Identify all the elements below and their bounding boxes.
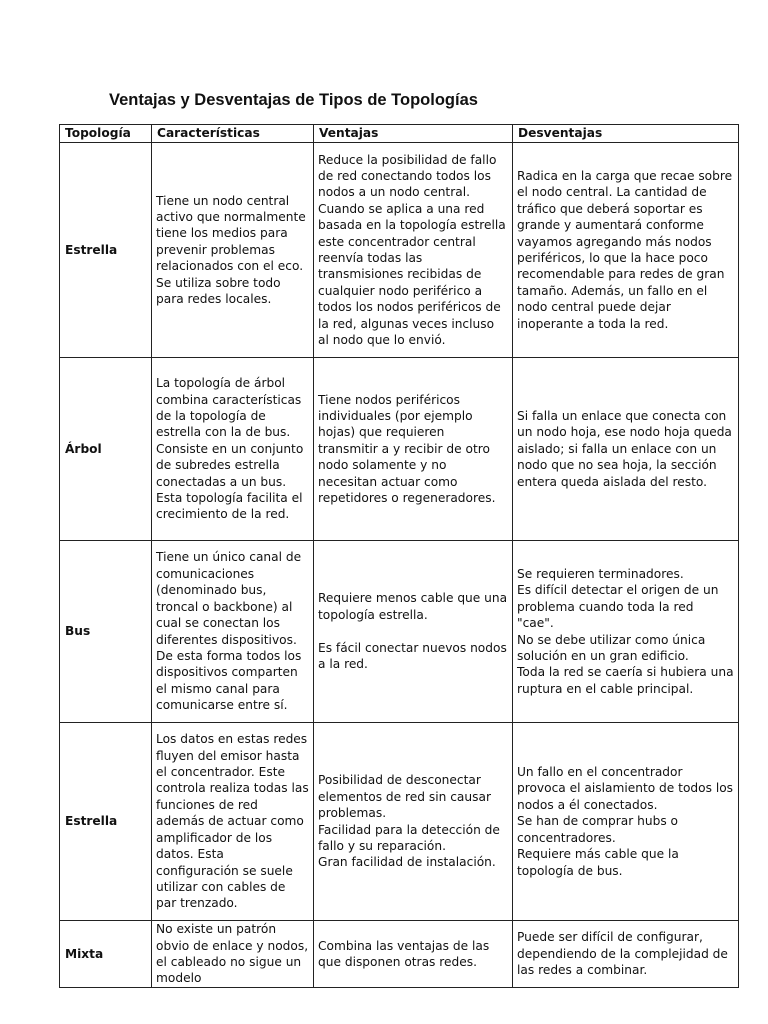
- topology-name: Bus: [60, 541, 152, 723]
- table-row: [60, 921, 739, 988]
- topology-name: Estrella: [60, 723, 152, 921]
- topology-name: Árbol: [60, 358, 152, 541]
- document-title: Ventajas y Desventajas de Tipos de Topologías: [109, 91, 478, 109]
- disadvantages-text: Radica en la carga que recae sobre el nodo central. La cantidad de tráfico que deberá soportar es grande y aumentará conforme vayamos agregando más nodos periféricos, lo que la hace poco recomendable para redes de gran tamaño. Además, un fallo en el nodo central puede dejar inoperante a toda la red.: [517, 168, 733, 331]
- disadvantages-text: Se requieren terminadores. Es difícil detectar el origen de un problema cuando toda la red "cae". No se debe utilizar como única solución en un gran edificio. Toda la red se caería si hubiera una ruptura en el cable principal.: [517, 566, 734, 696]
- characteristics-text: Los datos en estas redes fluyen del emisor hasta el concentrador. Este controla realiza todas las funciones de red además de actuar como amplificador de los datos. Esta configuración se suele utilizar con cables de par trenzado.: [156, 732, 309, 911]
- table-row: [60, 541, 739, 723]
- characteristics-text: Tiene un nodo central activo que normalmente tiene los medios para prevenir problemas relacionados con el eco. Se utiliza sobre todo para redes locales.: [156, 193, 306, 307]
- column-header-desventajas: Desventajas: [513, 125, 739, 143]
- advantages-text: Reduce la posibilidad de fallo de red conectando todos los nodos a un nodo central. Cuando se aplica a una red basada en la topología estrella este concentrador central reenvía todas las transmisiones recibidas de cualquier nodo periférico a todos los nodos periféricos de la red, algunas veces incluso al nodo que lo envió.: [318, 152, 506, 348]
- advantages-text: Requiere menos cable que una topología estrella. Es fácil conectar nuevos nodos a la red.: [318, 591, 508, 672]
- characteristics-text: Tiene un único canal de comunicaciones (denominado bus, troncal o backbone) al cual se conectan los diferentes dispositivos. De esta forma todos los dispositivos comparten el mismo canal para comunicarse entre sí.: [156, 550, 302, 713]
- table-row: [60, 358, 739, 541]
- characteristics-text: No existe un patrón obvio de enlace y nodos, el cableado no sigue un modelo: [156, 922, 309, 986]
- topology-comparison-table: [59, 124, 739, 988]
- disadvantages-text: Un fallo en el concentrador provoca el aislamiento de todos los nodos a él conectados. Se han de comprar hubs o concentradores. Requiere más cable que la topología de bus.: [517, 765, 734, 878]
- table-row: [60, 723, 739, 921]
- table-header-row: [60, 125, 739, 143]
- column-header-ventajas: Ventajas: [314, 125, 513, 143]
- advantages-text: Tiene nodos periféricos individuales (por ejemplo hojas) que requieren transmitir a y recibir de otro nodo solamente y no necesitan actuar como repetidores o regeneradores.: [318, 392, 496, 506]
- disadvantages-text: Si falla un enlace que conecta con un nodo hoja, ese nodo hoja queda aislado; si falla un enlace con un nodo que no sea hoja, la sección entera queda aislada del resto.: [517, 408, 732, 489]
- column-header-topologia: Topología: [60, 125, 152, 143]
- column-header-caracteristicas: Características: [152, 125, 314, 143]
- topology-name: Mixta: [60, 921, 152, 988]
- topology-name: Estrella: [60, 143, 152, 358]
- table-row: [60, 143, 739, 358]
- disadvantages-text: Puede ser difícil de configurar, dependiendo de la complejidad de las redes a combinar.: [517, 930, 728, 978]
- advantages-text: Combina las ventajas de las que disponen otras redes.: [318, 938, 490, 969]
- advantages-text: Posibilidad de desconectar elementos de red sin causar problemas. Facilidad para la detección de fallo y su reparación. Gran facilidad de instalación.: [318, 773, 500, 870]
- characteristics-text: La topología de árbol combina características de la topología de estrella con la de bus. Consiste en un conjunto de subredes estrella conectadas a un bus. Esta topología facilita el crecimiento de la red.: [156, 376, 304, 522]
